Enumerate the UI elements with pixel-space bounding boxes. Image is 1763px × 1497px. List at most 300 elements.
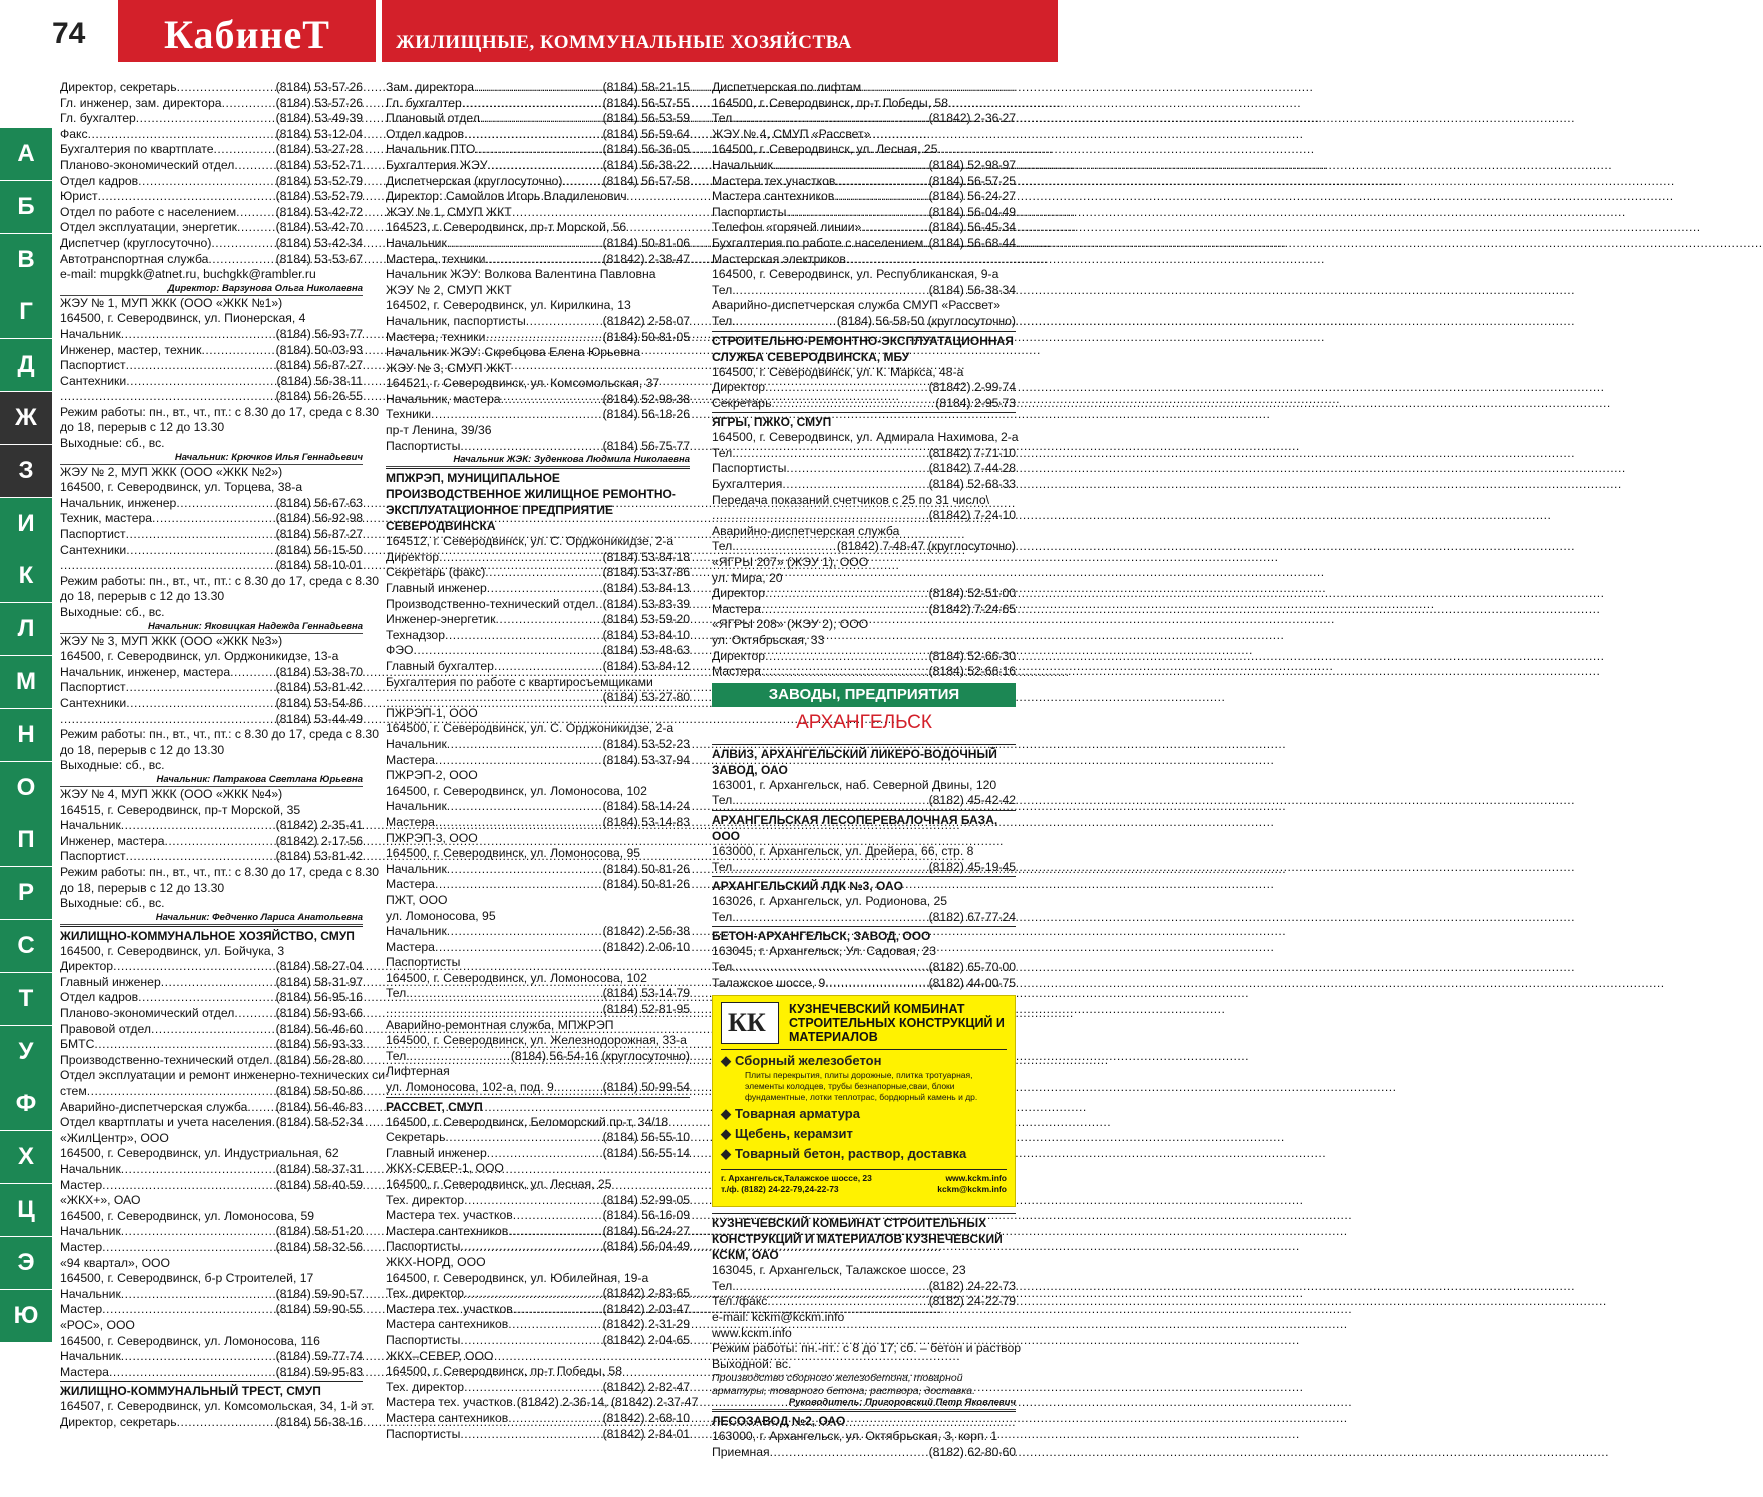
phone-number: (8184) 53-42-70 [275,220,363,235]
phone-row [60,158,363,174]
entry-label: Начальник [386,861,447,876]
entry-label: Начальник [386,235,447,250]
phone-number: (8184) 58-14-24 [602,799,690,814]
entry-label: Главный инженер [386,1145,487,1160]
phone-number: (8184) 58-52-34 [275,1115,364,1130]
phone-row [60,1162,363,1178]
dot-leader [736,910,929,926]
phone-row [386,127,690,143]
ad-company-name: КУЗНЕЧЕВСКИЙ КОМБИНАТ СТРОИТЕЛЬНЫХ КОНСТРУКЦИЙ И МАТЕРИАЛОВ [789,1002,1005,1045]
text-line: 164500, г. Северодвинск, ул. К. Маркса, 48-а [712,364,964,379]
alphabet-tab[interactable]: А [0,128,52,180]
phone-row [712,189,1016,205]
text-line: ЖКХ-НОРД, ООО [386,1254,486,1269]
phone-row [712,793,1016,809]
dot-leader [230,665,275,681]
alphabet-tab[interactable]: И [0,498,52,550]
entry-label: Мастер [60,1239,103,1254]
text-line: e-mail: mupgkk@atnet.ru, buchgkk@rambler.ru [60,267,316,282]
phone-number: (8184) 52-66-16 [928,664,1016,679]
phone-number: (8184) 53-27-28 [275,142,363,157]
text-line: ЖЭУ № 2, СМУП ЖКТ [386,282,512,297]
dot-leader [736,539,837,555]
dot-leader [234,1006,275,1022]
dot-leader [176,496,275,512]
phone-row [712,508,1016,524]
phone-number: (8184) 56-93-77 [275,326,363,341]
phone-row [712,174,1016,190]
phone-number: (8184) 53-37-86 [602,565,690,580]
alphabet-tab[interactable]: О [0,762,52,814]
dot-leader [98,189,276,205]
text-line: 164500, г. Северодвинск, ул. Ломоносова, 95 [386,846,641,861]
dot-leader [121,818,276,834]
kckm-logo: КК [721,1002,779,1044]
alphabet-tab[interactable]: Г [0,286,52,338]
phone-row [386,628,690,644]
phone-number: (8184) 56-15-50 [275,542,363,557]
phone-number: (8184) 53-84-18 [602,549,690,564]
phone-row [60,975,363,991]
dot-leader [488,158,603,174]
text-line: ЖЭУ № 1, МУП ЖКК (ООО «ЖКК №1») [60,295,283,310]
alphabet-tab[interactable]: Ц [0,1184,52,1236]
dot-leader [102,1240,275,1256]
phone-number: (8184) 53-48-63 [602,643,690,658]
org-heading: АРХАНГЕЛЬСКИЙ ЛДК №3, ОАО [712,876,1016,894]
phone-number: (8184) 56-46-83 [275,1099,363,1114]
phone-number: (8184) 56-57-58 [602,173,690,188]
dot-leader [126,543,275,559]
phone-number: (8184) 58-32-56 [275,1239,363,1254]
text-line: Мастерская электриков [712,251,846,266]
entry-label: Тел. [712,313,736,328]
phone-row [386,1427,690,1443]
phone-number: (8184) 53-59-20 [602,612,690,627]
entry-label: Тех. директор [386,1286,465,1301]
dot-leader [136,111,276,127]
dot-leader [447,236,603,252]
entry-label: Мастера [712,664,761,679]
phone-row [386,1302,690,1318]
dot-leader [736,283,929,299]
phone-number: (8184) 59-90-57 [275,1286,363,1301]
phone-row [386,597,690,613]
text-line: до 18, перерыв с 12 до 13.30 [60,880,225,895]
entry-label: Инженер-энергетик [386,612,496,627]
phone-row [60,1006,363,1022]
phone-number: (8184) 52-66-30 [928,648,1016,663]
entry-label: Паспортист [60,358,126,373]
dot-leader [595,597,602,613]
entry-label: Начальник [712,157,773,172]
text-line: Начальник ЖЭУ: Скребцова Елена Юрьевна [386,345,641,360]
text-line: 163026, г. Архангельск, ул. Родионова, 25 [712,894,948,909]
entry-label: Правовой отдел [60,1021,152,1036]
text-line: 164500, г. Северодвинск, ул. Ломоносова, 102 [386,970,647,985]
phone-row [386,236,690,252]
dot-leader [736,314,837,330]
dot-leader [494,659,603,675]
phone-number: (81842) 7-71-10 [928,445,1016,460]
text-line: «ЖилЦентр», ООО [60,1130,169,1145]
ad-item-concrete: ◆ Сборный железобетон [721,1053,882,1069]
phone-row [386,1080,690,1096]
dot-leader [736,446,929,462]
ad-item-details: Плиты перекрытия, плиты дорожные, плитка тротуарная, элементы колодцев, трубы безнапорные,сваи, блоки фундаментные, лотки теплотрас, бордюрный камень и др. [745,1070,978,1103]
entry-label: Автотранспортная служба [60,251,209,266]
phone-row [712,539,1016,555]
text-line: 164500, г. Северодвинск, б-р Строителей, 17 [60,1271,314,1286]
alphabet-index [0,128,52,1342]
text-line: Аварийно-диспетчерская служба СМУП «Рассвет» [712,298,1000,313]
dot-leader [513,1208,603,1224]
alphabet-tab[interactable]: М [0,656,52,708]
entry-label: Главный инженер [386,581,487,596]
phone-number: (8184) 58-50-86 [275,1084,363,1099]
entry-label: Начальник, инженер, мастера [60,664,231,679]
text-line: 164500, г. Северодвинск, Беломорский пр-т, 34/18 [386,1114,669,1129]
text-line: Режим работы: пн., вт., чт., пт.: с 8.30 до 17, среда с 8.30 [60,727,379,742]
phone-number: (8184) 53-42-72 [275,204,363,219]
entry-label: Отдел квартплаты и учета населения [60,1115,272,1130]
text-line: 164500, г. Северодвинск, ул. Железнодорожная, 33-а [386,1033,687,1048]
dot-leader [460,1239,602,1255]
text-line: 164500, г. Северодвинск, ул. Юбилейная, 19-а [386,1270,649,1285]
phone-row [712,314,1016,330]
dot-leader [825,976,928,992]
phone-row [60,327,363,343]
alphabet-tab[interactable]: Н [0,709,52,761]
phone-number: (8184) 50-81-05 [602,329,690,344]
alphabet-tab[interactable]: Б [0,181,52,233]
entry-label: Мастера [386,939,435,954]
text-line: ЖЭУ № 3, СМУП ЖКТ [386,360,512,375]
dot-leader [485,330,602,346]
entry-label: Гл. инженер, зам. директора [60,95,222,110]
dot-leader [464,127,602,143]
phone-row [386,80,690,96]
phone-number: (8184) 53-12-04 [275,126,363,141]
signature-line: Директор: Варзунова Ольга Николаевна [60,283,363,296]
phone-row [60,818,363,834]
text-line: 164500, г. Северодвинск, ул. Индустриальная, 62 [60,1146,339,1161]
phone-row [386,659,690,675]
org-heading: РАССВЕТ, СМУП [386,1097,690,1115]
dot-leader [557,1080,602,1096]
phone-row [386,1333,690,1349]
dot-leader [460,439,602,455]
entry-label: Тех. директор [386,1192,465,1207]
text-line: «ЯГРЫ 208» (ЖЭУ 2), ООО [712,617,869,632]
text-line: 164500, г. Северодвинск, ул. Ломоносова, 116 [60,1333,320,1348]
advertisement[interactable] [712,995,1016,1207]
ad-address: г. Архангельск,Талажское шоссе, 23 [721,1173,872,1184]
dot-leader [60,389,276,405]
dot-leader [786,205,928,221]
phone-row [386,815,690,831]
dot-leader [475,142,602,158]
ad-website[interactable]: www.kckm.info [945,1173,1007,1184]
alphabet-tab[interactable]: Ж [0,392,52,444]
entry-label: Плановый отдел [386,111,480,126]
phone-row [386,252,690,268]
phone-row [60,1302,363,1318]
alphabet-tab[interactable]: Э [0,1237,52,1289]
text-line: Режим работы: пн., вт., чт., пт.: с 8.30 до 17, среда с 8.30 [60,573,379,588]
alphabet-tab[interactable]: Т [0,973,52,1025]
dot-leader [447,924,603,940]
entry-label: Главный инженер [60,974,161,989]
dot-leader [474,80,603,96]
entry-label: Бухгалтерия [712,477,783,492]
dot-leader [761,602,929,618]
phone-number: (8184) 53-52-79 [275,189,363,204]
text-line: 163001, г. Архангельск, наб. Северной Двины, 120 [712,777,997,792]
alphabet-tab[interactable]: Л [0,603,52,655]
dot-leader [109,1365,276,1381]
org-heading: МПЖРЭП, МУНИЦИПАЛЬНОЕ ПРОИЗВОДСТВЕННОЕ ЖИЛИЩНОЕ РЕМОНТНО-ЭКСПЛУАТАЦИОННОЕ ПРЕДПРИЯТИЕ СЕВЕРОДВИНСКА [386,468,690,534]
alphabet-tab[interactable]: П [0,814,52,866]
entry-label: Инженер, мастера [60,833,165,848]
dot-leader [121,1224,276,1240]
phone-row [60,252,363,268]
phone-number: (8184) 56-18-26 [602,407,690,422]
phone-number: (8184) 50-99-54 [602,1080,690,1095]
dot-leader [447,862,603,878]
phone-number: (8184) 52-81-95 [602,1002,690,1017]
entry-label: Главный бухгалтер [386,659,494,673]
dot-leader [410,986,603,1002]
text-line: Отдел эксплуатации и ремонт инженерно-технических си- [60,1068,390,1083]
entry-label: Тел. [712,539,736,554]
phone-row [386,392,690,408]
phone-row [712,380,1016,396]
text-line: до 18, перерыв с 12 до 13.30 [60,420,225,435]
text-line: 164500, г. Северодвинск, ул. Бойчука, 3 [60,943,285,958]
entry-label: Тел. [712,282,736,297]
phone-number: (81842) 2-68-10 [602,1410,690,1425]
alphabet-tab[interactable]: Ф [0,1078,52,1130]
alphabet-tab[interactable]: З [0,445,52,497]
phone-row [712,236,1016,252]
phone-row [60,358,363,374]
phone-number: (8182) 24-22-79 [928,1294,1016,1309]
entry-label: Отдел по работе с населением [60,204,237,219]
entry-label: Зам. директора [386,80,475,94]
entry-label: Производственно-технический отдел [60,1052,270,1067]
phone-number: (8184) 56-57-55 [602,95,690,110]
entry-label: Начальник [60,818,121,833]
entry-label: Начальник ПТО [386,142,476,157]
alphabet-tab[interactable]: В [0,234,52,286]
dot-leader [508,1411,602,1427]
phone-row [60,374,363,390]
phone-number: (81842) 7-24-65 [928,601,1016,616]
phone-row [712,976,1016,992]
phone-number: (81842) 2-36-14, (81842) 2-37-47 [516,1395,699,1410]
dot-leader [773,158,929,174]
alphabet-tab[interactable]: Д [0,339,52,391]
dot-leader [526,314,603,330]
text-line: «ЖКХ+», ОАО [60,1193,141,1208]
text-line: 164500, г. Северодвинск, ул. Республиканская, 9-а [712,267,999,282]
text-line: ЖЭУ № 4, СМУП «Рассвет» [712,126,871,141]
phone-number: (8184) 53-83-39 [602,596,690,611]
phone-row [386,1411,690,1427]
phone-number: (8184) 56-45-34 [928,220,1016,235]
dot-leader [736,111,929,127]
phone-number: (8184) 59-90-55 [275,1302,363,1317]
dot-leader [102,1178,275,1194]
text-line: 164500, г. Северодвинск, ул. Лесная, 25 [712,142,938,157]
text-line: ул. Октябрьская, 33 [712,633,825,647]
dot-leader [126,696,275,712]
phone-number: (81842) 2-84-01 [602,1426,690,1441]
entry-label: Отдел кадров [60,990,139,1005]
dot-leader [161,975,276,991]
dot-leader [152,511,276,527]
entry-label: Начальник [60,1286,121,1301]
alphabet-tab[interactable]: Х [0,1131,52,1183]
phone-row [386,330,690,346]
text-line: ПЖРЭП-1, ООО [386,705,478,720]
dot-leader [487,581,603,597]
dot-leader [386,1002,603,1018]
text-line: 163045, г. Архангельск, Ул. Садовая, 23 [712,944,937,959]
phone-number: (8184) 52-51-00 [928,586,1016,601]
phone-number: (8184) 53-42-34 [275,235,363,250]
phone-row [712,461,1016,477]
phone-row [386,439,690,455]
dot-leader [151,1022,276,1038]
text-line: «ЯГРЫ 207» (ЖЭУ 1), ООО [712,555,869,570]
text-line: пр-т Ленина, 39/36 [386,423,492,438]
phone-row [386,877,690,893]
phone-row [60,389,363,405]
phone-row [712,649,1016,665]
alphabet-tab[interactable]: К [0,550,52,602]
entry-label: Бухгалтерия ЖЭУ [386,157,488,172]
entry-label: Тел. [712,793,736,808]
phone-row [386,1239,690,1255]
phone-row [386,565,690,581]
page-header [0,0,1058,62]
phone-row [60,1349,363,1365]
phone-row [386,612,690,628]
dot-leader [736,1279,929,1295]
phone-row [386,1146,690,1162]
alphabet-tab[interactable]: Р [0,867,52,919]
text-line: 164521, г. Северодвинск, ул. Комсомольская, 37 [386,376,660,391]
phone-row [386,550,690,566]
phone-number: (8184) 56-28-80 [275,1052,363,1067]
phone-number: (8184) 53-52-23 [602,736,690,751]
alphabet-tab[interactable]: У [0,1026,52,1078]
phone-number: (8184) 58-40-59 [275,1177,363,1192]
text-line: Паспортисты [386,955,461,970]
dot-leader [445,628,603,644]
phone-number: (8184) 53-52-71 [275,157,363,172]
dot-leader [736,860,929,876]
phone-number: (81842) 7-44-28 [928,461,1016,476]
phone-number: (8182) 45-42-42 [928,793,1016,808]
diamond-bullet-icon: ◆ [721,1106,731,1122]
dot-leader [464,1286,603,1302]
dot-leader [761,664,929,680]
phone-row [60,1287,363,1303]
dot-leader [87,1084,276,1100]
page-number: 74 [52,17,86,50]
org-heading: ЯГРЫ, ПЖКО, СМУП [712,412,1016,430]
text-line: Режим работы: пн.-пт.: с 8 до 17; сб. – бетон и раствор [712,1341,1022,1356]
alphabet-tab[interactable]: С [0,920,52,972]
alphabet-tab[interactable]: Ю [0,1290,52,1342]
phone-row [60,558,363,574]
column-3-top [712,80,1019,680]
phone-row [712,111,1016,127]
dot-leader [487,1146,603,1162]
dot-leader [113,959,276,975]
phone-number: (81842) 2-82-47 [602,1379,690,1394]
dot-leader [386,690,603,706]
dot-leader [102,1302,275,1318]
entry-label: Аварийно-диспетчерская служба [60,1099,248,1114]
entry-label: Директор, секретарь [60,80,177,94]
phone-row [60,1037,363,1053]
dot-leader [508,1317,602,1333]
entry-label: Планово-экономический отдел [60,157,235,172]
phone-number: (8184) 56-59-64 [602,126,690,141]
phone-row [712,586,1016,602]
dot-leader [508,1224,602,1240]
phone-number: (8184) 59-95-83 [275,1364,363,1379]
phone-row [60,511,363,527]
phone-row [60,543,363,559]
column-3-bottom [712,1213,1022,1460]
text-line: ПЖТ, ООО [386,892,448,907]
dot-leader [237,220,276,236]
phone-row [60,127,363,143]
entry-label: Директор, секретарь [60,1414,177,1429]
ad-email[interactable]: kckm@kckm.info [937,1184,1007,1195]
text-line: Режим работы: пн., вт., чт., пт.: с 8.30 до 17, среда с 8.30 [60,864,379,879]
entry-label: Тех. директор [386,1379,465,1394]
phone-number: (8184) 53-14-83 [602,814,690,829]
text-line: ЖЭУ № 2, МУП ЖКК (ООО «ЖКК №2») [60,464,283,479]
phone-row [60,343,363,359]
entry-label: Мастера сантехников [386,1317,509,1332]
signature-line: Руководитель: Пригоровский Петр Яковлевич [712,1397,1016,1410]
phone-number: (8184) 50-81-26 [602,877,690,892]
phone-number: (8184) 56-04-49 [928,204,1016,219]
entry-label: Диспетчер (круглосуточно) [60,235,212,250]
phone-row [386,111,690,127]
phone-number: (81842) 2-04-65 [602,1332,690,1347]
text-line: ПЖРЭП-2, ООО [386,768,478,783]
phone-number: (8184) 53-81-42 [275,680,363,695]
phone-number: (8184) 56-95-16 [275,990,363,1005]
phone-row [386,142,690,158]
phone-number: (8184) 56-38-11 [276,373,363,388]
dot-leader [770,1445,929,1461]
text-line: ЖЭУ № 1, СМУП ЖКТ [386,204,512,219]
entry-label: Отдел кадров [60,173,139,188]
dot-leader [464,1193,603,1209]
note-line: Производство сборного железобетона, товарной арматуры, товарного бетона, раствора, доставка. [712,1372,975,1397]
dot-leader [439,550,603,566]
entry-label: Мастер [60,1177,103,1192]
